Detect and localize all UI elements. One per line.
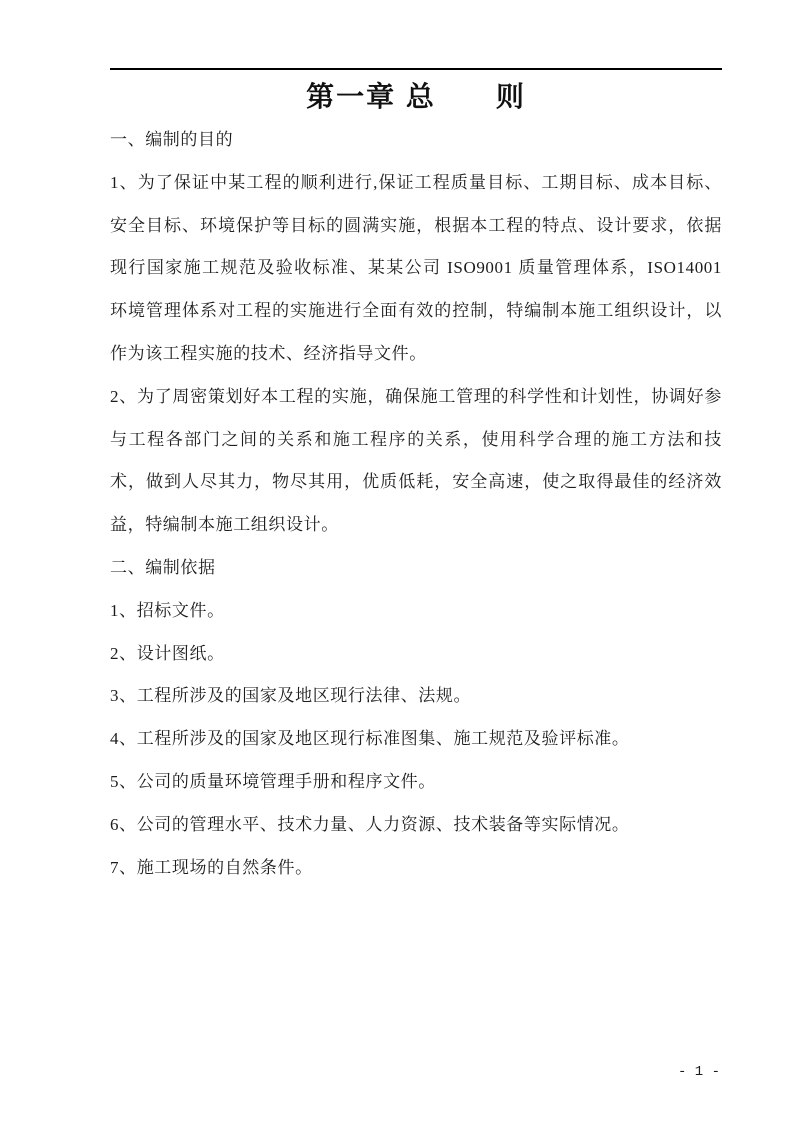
basis-item-4: 4、工程所涉及的国家及地区现行标准图集、施工规范及验评标准。 [110,729,630,749]
paragraph-purpose-1: 1、为了保证中某工程的顺利进行,保证工程质量目标、工期目标、成本目标、安全目标、环境保护等目标的圆满实施，根据本工程的特点、设计要求，依据现行国家施工规范及验收标准、某某公司 ISO9001 质量管理体系，ISO14001 环境管理体系对工程的实施进行全面有效的控制，特编制本施工组织设计，以作为该工程实施的技术、经济指导文件。 [110,172,722,363]
document-body [110,119,722,889]
basis-item-5: 5、公司的质量环境管理手册和程序文件。 [110,771,436,791]
chapter-title: 第一章 总 则 [306,81,526,112]
basis-item-6: 6、公司的管理水平、技术力量、人力资源、技术装备等实际情况。 [110,814,630,834]
header-rule [110,68,722,70]
basis-item-2: 2、设计图纸。 [110,643,225,663]
paragraph-purpose-2: 2、为了周密策划好本工程的实施，确保施工管理的科学性和计划性，协调好参与工程各部门之间的关系和施工程序的关系，使用科学合理的施工方法和技术，做到人尽其力，物尽其用，优质低耗，安全高速，使之取得最佳的经济效益，特编制本施工组织设计。 [110,386,722,535]
basis-item-3: 3、工程所涉及的国家及地区现行法律、法规。 [110,686,472,706]
page-number: - 1 - [677,1064,720,1080]
section-heading-basis: 二、编制依据 [110,557,216,577]
basis-item-1: 1、招标文件。 [110,600,225,620]
section-heading-purpose: 一、编制的目的 [110,130,234,149]
basis-item-7: 7、施工现场的自然条件。 [110,857,313,877]
